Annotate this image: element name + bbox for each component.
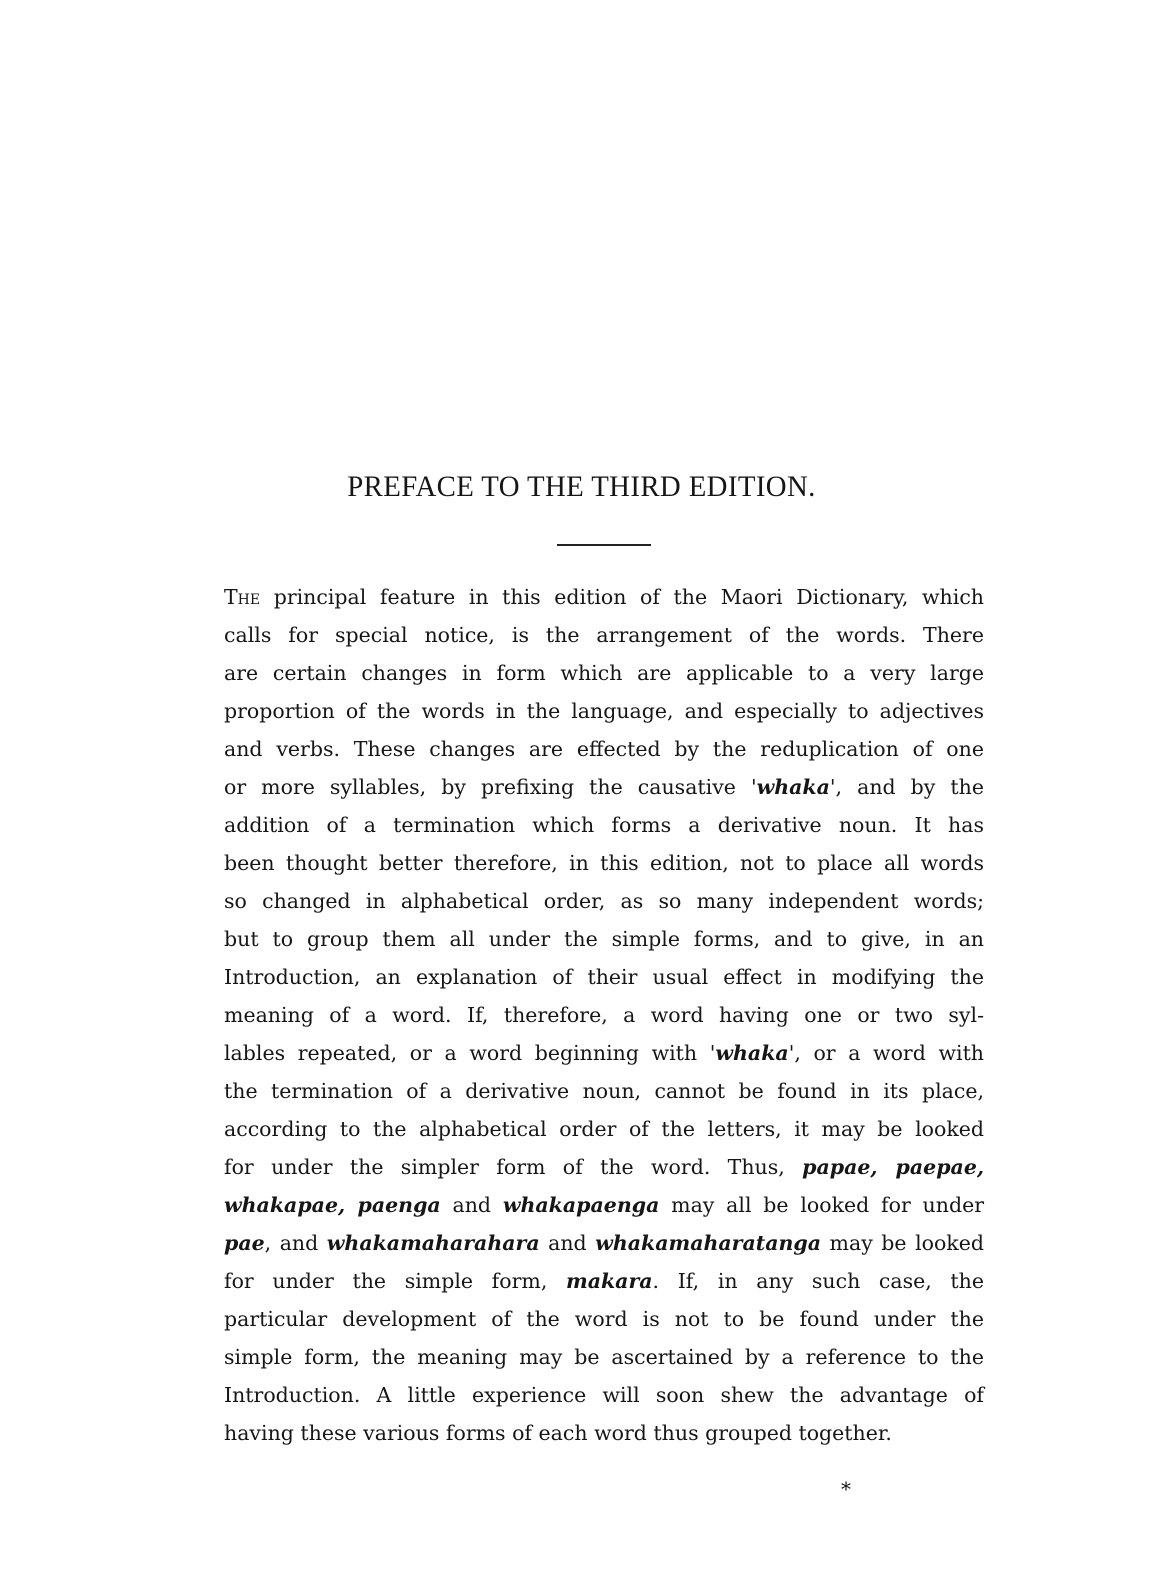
italic-term: pae [224, 1231, 265, 1255]
paragraph-line: Introduction. A little experience will soon shew the advantage of [224, 1383, 984, 1407]
paragraph-line: whakapae, paenga and whakapaenga may all be looked for under [224, 1193, 984, 1217]
paragraph-line: for under the simple form, makara. If, in any such case, the [224, 1269, 985, 1293]
paragraph-line: for under the simpler form of the word. Thus, papae, paepae, [224, 1155, 984, 1179]
paragraph-line: so changed in alphabetical order, as so many independent words; [224, 889, 984, 913]
italic-term: whakapae, paenga [224, 1193, 441, 1217]
paragraph-line: and verbs. These changes are effected by the reduplication of one [224, 737, 984, 761]
paragraph-line: particular development of the word is not to be found under the [224, 1307, 984, 1331]
paragraph-line: Introduction, an explanation of their usual effect in modifying the [224, 965, 984, 989]
paragraph-line: been thought better therefore, in this edition, not to place all words [224, 851, 984, 875]
italic-term: whakamaharatanga [595, 1231, 822, 1255]
page-title: PREFACE TO THE THIRD EDITION. [347, 470, 816, 503]
paragraph-line: according to the alphabetical order of the letters, it may be looked [224, 1117, 984, 1141]
paragraph-line: or more syllables, by prefixing the causative 'whaka', and by the [224, 775, 984, 799]
preface-paragraph [224, 578, 984, 1452]
paragraph-line: are certain changes in form which are applicable to a very large [224, 661, 984, 685]
italic-term: papae, paepae, [802, 1155, 984, 1179]
paragraph-line: having these various forms of each word thus grouped together. [224, 1421, 892, 1445]
italic-term: whaka [715, 1041, 789, 1065]
paragraph-line: but to group them all under the simple forms, and to give, in an [224, 927, 984, 951]
paragraph-line: pae, and whakamaharahara and whakamaharatanga may be looked [224, 1231, 984, 1255]
paragraph-line: The principal feature in this edition of the Maori Dictionary, which [224, 585, 984, 609]
paragraph-line: addition of a termination which forms a derivative noun. It has [224, 813, 984, 837]
paragraph-line: lables repeated, or a word beginning with 'whaka', or a word with [224, 1041, 985, 1065]
paragraph-line: proportion of the words in the language, and especially to adjectives [224, 699, 984, 723]
paragraph-line: simple form, the meaning may be ascertained by a reference to the [224, 1345, 984, 1369]
paragraph-line: calls for special notice, is the arrangement of the words. There [224, 623, 984, 647]
title-rule-divider [557, 544, 651, 546]
italic-term: whaka [756, 775, 830, 799]
italic-term: whakapaenga [502, 1193, 660, 1217]
italic-term: whakamaharahara [326, 1231, 540, 1255]
italic-term: makara [566, 1269, 653, 1293]
footnote-marker: * [841, 1477, 851, 1501]
paragraph-line: meaning of a word. If, therefore, a word having one or two syl- [224, 1003, 984, 1027]
paragraph-line: the termination of a derivative noun, cannot be found in its place, [224, 1079, 984, 1103]
drop-smallcaps-word: The [224, 585, 261, 609]
